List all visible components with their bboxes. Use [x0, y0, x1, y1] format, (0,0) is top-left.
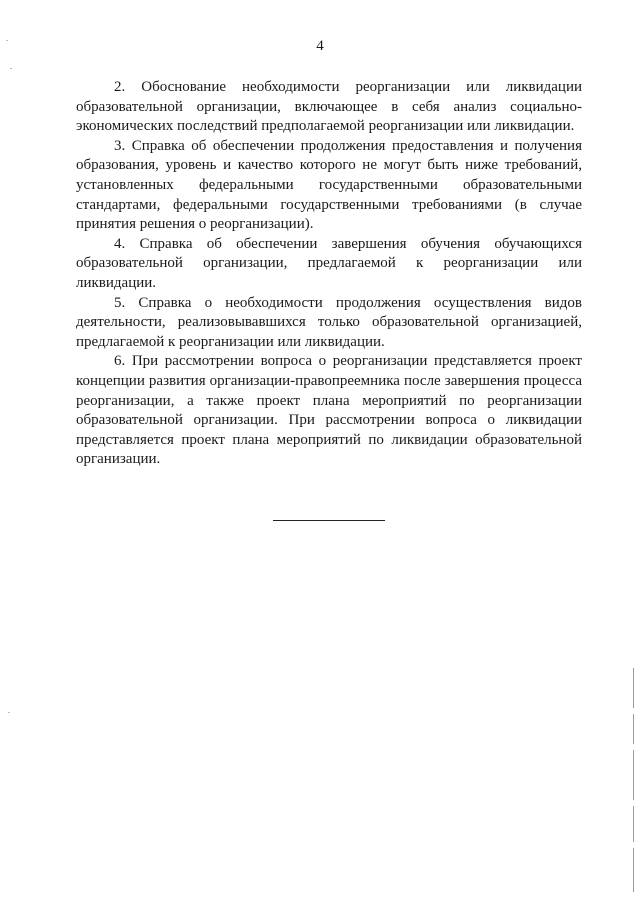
paragraph-6: 6. При рассмотрении вопроса о реорганизации представляется проект концепции развития организации-правопреемника после завершения процесса реорганизации, а также проект плана мероприятий по реорганизации образовательной организации. При рассмотрении вопроса о ликвидации представляется проект плана мероприятий по ликвидации образовательной организации.	[76, 353, 582, 468]
scan-edge-mark	[633, 750, 634, 800]
paragraph-2: 2. Обоснование необходимости реорганизации или ликвидации образовательной организации, включающее в себя анализ социально-экономических последствий предполагаемой реорганизации или ликвидации.	[76, 79, 582, 135]
scan-speck	[10, 68, 12, 69]
paragraph-5: 5. Справка о необходимости продолжения осуществления видов деятельности, реализовывавшихся только образовательной организацией, предлагаемой к реорганизации или ликвидации.	[76, 294, 582, 350]
paragraph-4: 4. Справка об обеспечении завершения обучения обучающихся образовательной организации, предлагаемой к реорганизации или ликвидации.	[76, 235, 582, 291]
scan-speck	[8, 712, 10, 713]
document-body	[76, 78, 582, 470]
scan-speck	[6, 40, 8, 41]
paragraph-3: 3. Справка об обеспечении продолжения предоставления и получения образования, уровень и качество которого не могут быть ниже требований, установленных федеральными государственными образовательными стандартами, федеральными государственными требованиями (в случае принятия решения о реорганизации).	[76, 137, 582, 233]
page-number: 4	[316, 38, 324, 54]
scan-edge-mark	[633, 714, 634, 744]
scan-edge-mark	[633, 806, 634, 842]
scan-edge-mark	[633, 848, 634, 892]
end-separator-line	[273, 520, 385, 521]
scan-edge-mark	[633, 668, 634, 708]
